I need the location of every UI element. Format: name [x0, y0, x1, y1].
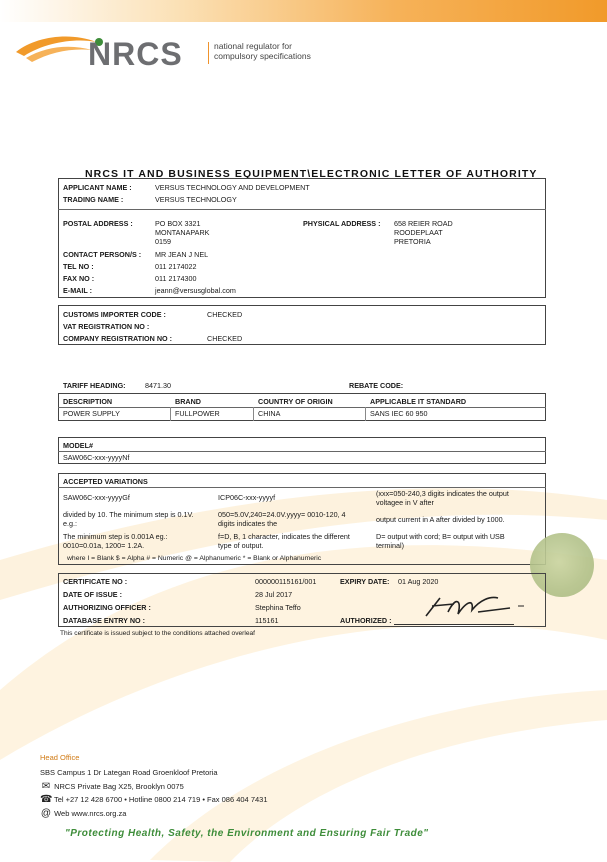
database-entry-label: DATABASE ENTRY NO :	[63, 616, 145, 625]
applicant-section	[58, 178, 546, 298]
footer-slogan: "Protecting Health, Safety, the Environment and Ensuring Fair Trade"	[65, 828, 429, 839]
product-header-brand: BRAND	[175, 397, 201, 406]
variation-1-col3-a: (xxx=050-240,3 digits indicates the output	[376, 489, 509, 498]
variation-3-col2-a: f=D, B, 1 character, indicates the different	[218, 532, 350, 541]
model-value: SAW06C-xxx-yyyyNf	[63, 453, 130, 462]
applicant-name: VERSUS TECHNOLOGY AND DEVELOPMENT	[155, 183, 310, 192]
physical-address-line2: ROODEPLAAT	[394, 228, 443, 237]
logo-subtitle-line2: compulsory specifications	[214, 51, 311, 61]
physical-address-line3: PRETORIA	[394, 237, 431, 246]
variations-label: ACCEPTED VARIATIONS	[63, 477, 148, 486]
phone-icon: ☎	[40, 794, 53, 805]
footer-phone-text: Tel +27 12 428 6700 • Hotline 0800 214 719 • Fax 086 404 7431	[53, 795, 268, 804]
footer-address-text: SBS Campus 1 Dr Lategan Road Groenkloof Pretoria	[40, 768, 218, 777]
postal-address-line3: 0159	[155, 237, 171, 246]
database-entry-value: 115161	[255, 616, 279, 625]
trading-name-label: TRADING NAME :	[63, 195, 124, 204]
variation-3-col3-a: D= output with cord; B= output with USB	[376, 532, 505, 541]
variation-1-col1: SAW06C-xxx-yyyyGf	[63, 493, 130, 502]
variation-2-col1-a: divided by 10. The minimum step is 0.1V.	[63, 510, 194, 519]
footer-postal-text: NRCS Private Bag X25, Brooklyn 0075	[54, 782, 184, 791]
product-col-sep-1	[170, 407, 171, 421]
product-table-divider	[58, 407, 546, 408]
contact-person-label: CONTACT PERSON/S :	[63, 250, 142, 259]
variation-3-col3-b: terminal)	[376, 541, 404, 550]
customs-importer-label: CUSTOMS IMPORTER CODE :	[63, 310, 166, 319]
certificate-no-label: CERTIFICATE NO :	[63, 577, 128, 586]
signature	[418, 592, 528, 624]
variation-2-col3: output current in A after divided by 1000.	[376, 515, 505, 524]
postal-address-label: POSTAL ADDRESS :	[63, 219, 133, 228]
web-icon: @	[40, 808, 52, 819]
footer-address	[40, 768, 218, 777]
trading-name: VERSUS TECHNOLOGY	[155, 195, 237, 204]
variations-legend: where I = Blank $ = Alpha # = Numeric @ = Alphanumeric * = Blank or Alphanumeric	[67, 555, 322, 562]
expiry-date-label: EXPIRY DATE:	[340, 577, 390, 586]
product-header-description: DESCRIPTION	[63, 397, 113, 406]
logo-subtitle-line1: national regulator for	[214, 41, 292, 51]
footer-postal	[40, 781, 184, 792]
model-label: MODEL#	[63, 441, 93, 450]
logo-subtitle	[214, 41, 311, 61]
logo-wordmark: NRCS	[88, 36, 183, 72]
footer-web	[40, 808, 126, 819]
postal-address-line1: PO BOX 3321	[155, 219, 201, 228]
product-header-country: COUNTRY OF ORIGIN	[258, 397, 333, 406]
model-divider	[58, 451, 546, 452]
envelope-icon: ✉	[41, 781, 51, 792]
product-brand: FULLPOWER	[175, 409, 220, 418]
certificate-note: This certificate is issued subject to the conditions attached overleaf	[60, 630, 255, 637]
postal-address-line2: MONTANAPARK	[155, 228, 210, 237]
vat-registration-label: VAT REGISTRATION NO :	[63, 322, 150, 331]
date-of-issue-value: 28 Jul 2017	[255, 590, 293, 599]
product-country: CHINA	[258, 409, 281, 418]
authorizing-officer-label: AUTHORIZING OFFICER :	[63, 603, 151, 612]
tariff-heading-value: 8471.30	[145, 381, 171, 390]
footer-head-office: Head Office	[40, 753, 80, 762]
email-label: E-MAIL :	[63, 286, 93, 295]
product-header-standard: APPLICABLE IT STANDARD	[370, 397, 467, 406]
contact-person: MR JEAN J NEL	[155, 250, 209, 259]
physical-address-line1: 658 REIER ROAD	[394, 219, 453, 228]
tariff-heading-label: TARIFF HEADING:	[63, 381, 126, 390]
document-title: NRCS IT AND BUSINESS EQUIPMENT\ELECTRONIC LETTER OF AUTHORITY	[85, 168, 538, 180]
rebate-code-label: REBATE CODE:	[349, 381, 404, 390]
variation-1-col3-b: voltagee in V after	[376, 498, 434, 507]
customs-importer-value: CHECKED	[207, 310, 243, 319]
applicant-divider	[58, 209, 546, 210]
date-of-issue-label: DATE OF ISSUE :	[63, 590, 122, 599]
variation-3-col1-b: 0010=0.01a, 1200= 1.2A.	[63, 541, 145, 550]
variation-3-col2-b: type of output.	[218, 541, 264, 550]
physical-address-label: PHYSICAL ADDRESS :	[303, 219, 381, 228]
variation-1-col2: ICP06C-xxx-yyyyf	[218, 493, 276, 502]
product-description: POWER SUPPLY	[63, 409, 120, 418]
variation-3-col1-a: The minimum step is 0.001A eg.:	[63, 532, 168, 541]
variation-2-col2-a: 050=5.0V,240=24.0V.yyyy= 0010-120, 4	[218, 510, 346, 519]
product-col-sep-2	[253, 407, 254, 421]
company-registration-label: COMPANY REGISTRATION NO :	[63, 334, 173, 343]
authorizing-officer-value: Stephina Teffo	[255, 603, 301, 612]
footer-phone	[40, 794, 268, 805]
variations-divider	[58, 487, 546, 488]
certificate-no-value: 000000115161/001	[255, 577, 317, 586]
email-value: jeann@versusglobal.com	[155, 286, 236, 295]
applicant-name-label: APPLICANT NAME :	[63, 183, 132, 192]
tel-label: TEL NO :	[63, 262, 94, 271]
footer-web-text: Web www.nrcs.org.za	[54, 809, 127, 818]
product-col-sep-3	[365, 407, 366, 421]
product-standard: SANS IEC 60 950	[370, 409, 428, 418]
authorized-label: AUTHORIZED :	[340, 616, 392, 625]
expiry-date-value: 01 Aug 2020	[398, 577, 439, 586]
fax-value: 011 2174300	[155, 274, 197, 283]
company-registration-value: CHECKED	[207, 334, 243, 343]
variation-2-col1-b: e.g.:	[63, 519, 77, 528]
variation-2-col2-b: digits indicates the	[218, 519, 278, 528]
fax-label: FAX NO :	[63, 274, 95, 283]
signature-line	[394, 624, 514, 625]
tel-value: 011 2174022	[155, 262, 197, 271]
logo-divider	[208, 42, 209, 64]
